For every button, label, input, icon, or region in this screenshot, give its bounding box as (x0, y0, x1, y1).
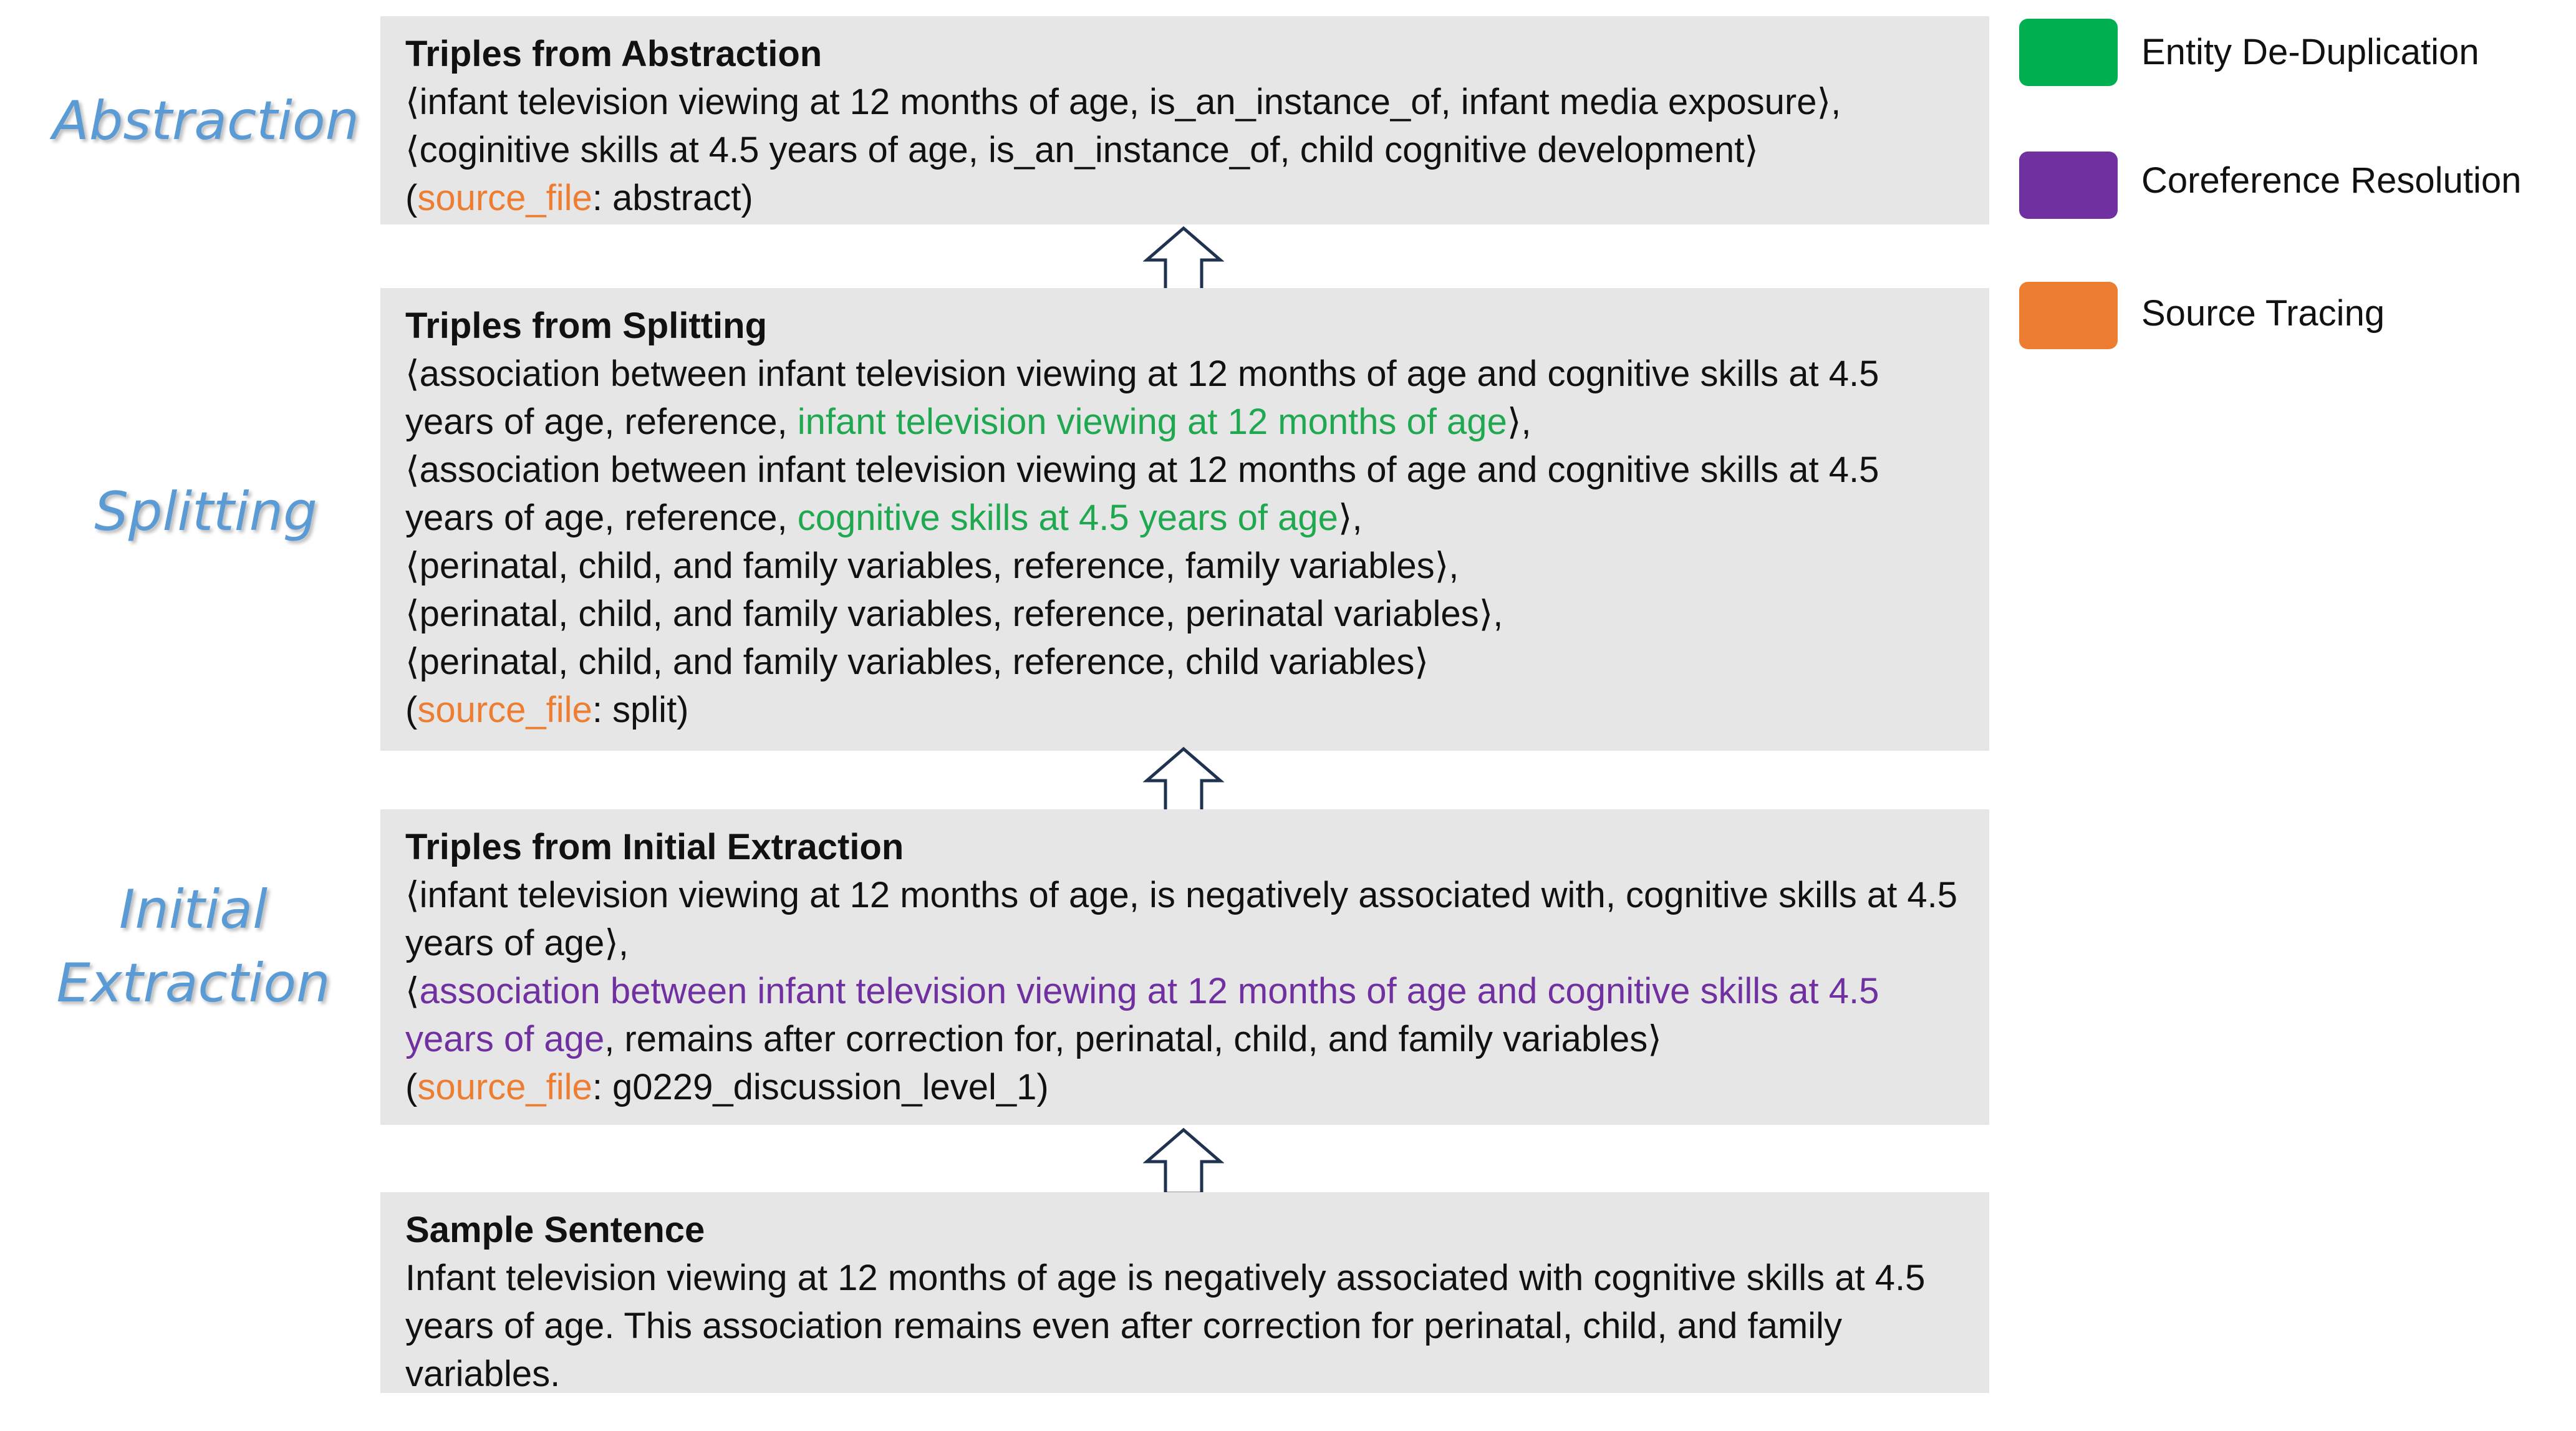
splitting-triples-box (380, 288, 1989, 751)
legend-swatch-source-tracing (2019, 282, 2118, 349)
initial-triple-2-coref-entity: association between infant television viewing at 12 months of age and cognitive skills at 4.5 years of age (405, 971, 1889, 1059)
stage-label-splitting: Splitting (94, 481, 317, 543)
splitting-source (405, 686, 1964, 734)
initial-box-title: Triples from Initial Extraction (405, 827, 904, 867)
splitting-triple-5: ⟨perinatal, child, and family variables, reference, child variables⟩ (405, 642, 1429, 682)
abstraction-triple-1: ⟨infant television viewing at 12 months of age, is_an_instance_of, infant media exposure⟩, (405, 82, 1841, 122)
abstraction-box-title: Triples from Abstraction (405, 34, 822, 74)
splitting-triple-2-head: ⟨association between infant television viewing at 12 months of age and cognitive skills at 4.5 years of age, reference, (405, 450, 1889, 538)
splitting-triple-2-tail: ⟩, (1338, 498, 1363, 538)
legend-label-source-tracing: Source Tracing (2141, 293, 2385, 334)
up-arrow-icon (1143, 746, 1224, 815)
source-file-value: : abstract) (592, 178, 753, 218)
splitting-triple-2 (405, 446, 1964, 542)
stage-label-initial-line1: Initial (119, 879, 268, 941)
splitting-triple-3: ⟨perinatal, child, and family variables, reference, family variables⟩, (405, 546, 1459, 586)
source-file-value: : split) (592, 690, 689, 730)
source-file-key: source_file (417, 1067, 592, 1107)
splitting-box-title: Triples from Splitting (405, 306, 768, 346)
initial-triple-1: ⟨infant television viewing at 12 months of age, is negatively associated with, cognitive skills at 4.5 years of age⟩, (405, 875, 1968, 963)
sample-sentence-box (380, 1192, 1989, 1393)
up-arrow-icon (1143, 226, 1224, 294)
legend-swatch-entity-dedup (2019, 19, 2118, 86)
sample-box-title: Sample Sentence (405, 1210, 705, 1250)
source-open-paren: ( (405, 1067, 418, 1107)
splitting-triple-1-tail: ⟩, (1507, 402, 1532, 442)
up-arrow-icon (1143, 1127, 1224, 1196)
initial-source (405, 1063, 1964, 1111)
stage-label-initial-line2: Extraction (56, 952, 330, 1014)
abstraction-triple-2: ⟨coginitive skills at 4.5 years of age, is_an_instance_of, child cognitive development⟩ (405, 130, 1758, 170)
stage-label-abstraction: Abstraction (52, 90, 360, 152)
legend-swatch-coreference (2019, 152, 2118, 219)
source-file-key: source_file (417, 690, 592, 730)
source-open-paren: ( (405, 690, 418, 730)
splitting-triple-1-head: ⟨association between infant television viewing at 12 months of age and cognitive skills at 4.5 years of age, reference, (405, 354, 1889, 442)
initial-triple-2-open: ⟨ (405, 971, 420, 1011)
abstraction-triples-box (380, 16, 1989, 224)
source-file-key: source_file (417, 178, 592, 218)
initial-extraction-triples-box (380, 809, 1989, 1125)
initial-triple-2-tail: , remains after correction for, perinatal, child, and family variables⟩ (604, 1019, 1662, 1059)
splitting-triple-1-dedup-entity: infant television viewing at 12 months of age (797, 402, 1507, 442)
source-file-value: : g0229_discussion_level_1) (592, 1067, 1049, 1107)
source-open-paren: ( (405, 178, 418, 218)
stage-label-initial-extraction (37, 873, 349, 1020)
legend-label-coreference: Coreference Resolution (2141, 160, 2522, 201)
splitting-triple-1 (405, 350, 1964, 446)
initial-triple-2 (405, 967, 1964, 1063)
legend-label-entity-dedup: Entity De-Duplication (2141, 32, 2479, 72)
splitting-triple-2-dedup-entity: cognitive skills at 4.5 years of age (797, 498, 1338, 538)
splitting-triple-4: ⟨perinatal, child, and family variables, reference, perinatal variables⟩, (405, 594, 1503, 634)
abstraction-source (405, 174, 1964, 222)
sample-sentence-text: Infant television viewing at 12 months of age is negatively associated with cognitive skills at 4.5 years of age. This association remains even after correction for perinatal, child, and family variables. (405, 1258, 1936, 1393)
